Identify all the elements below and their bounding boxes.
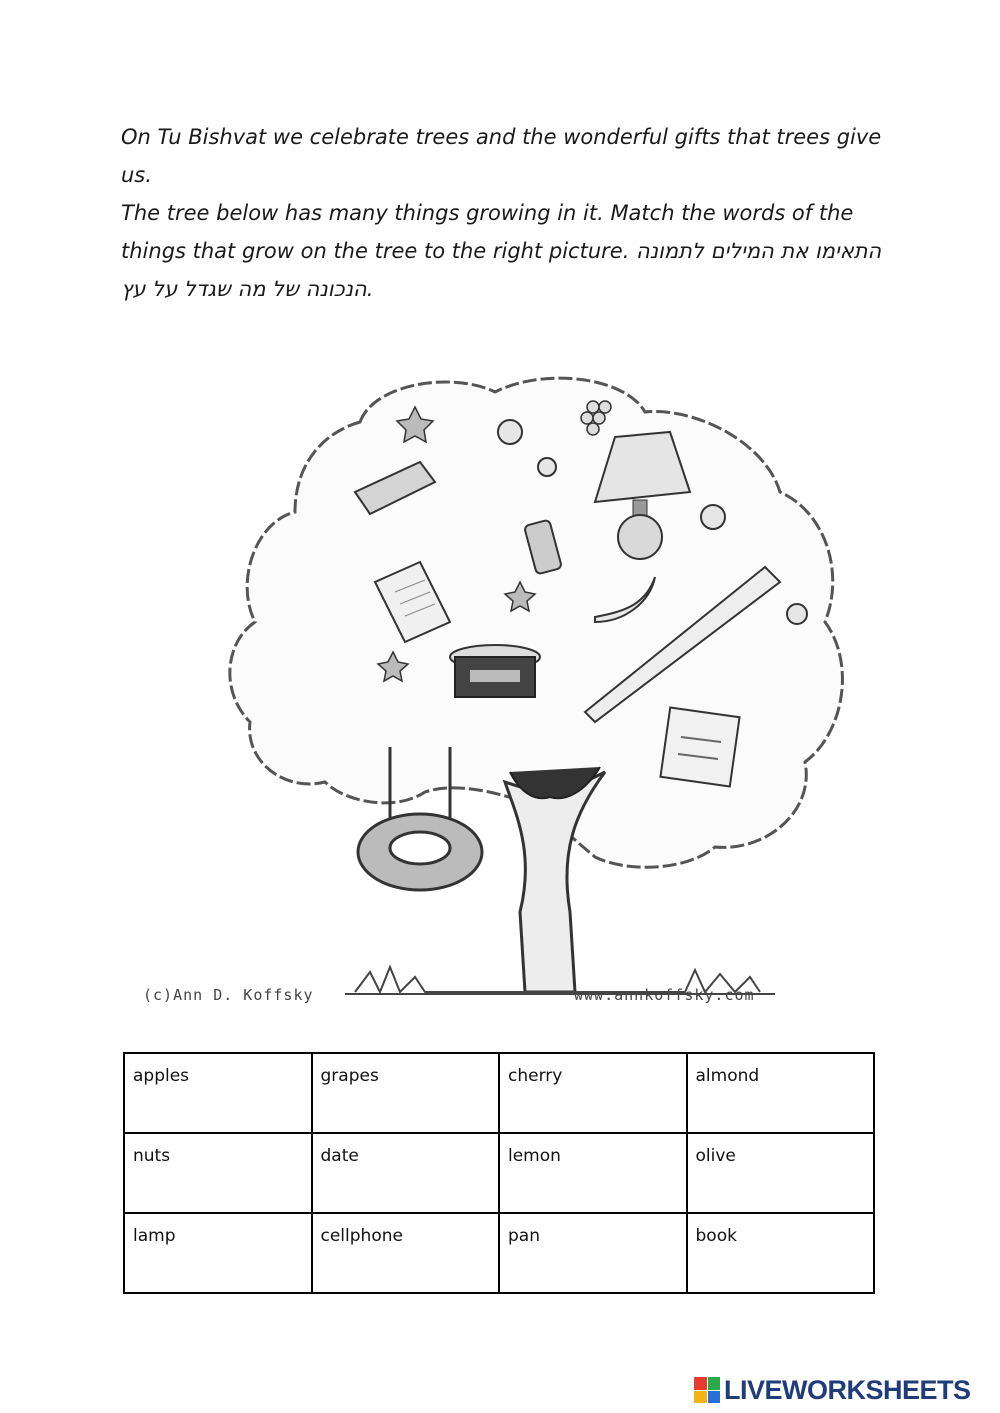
logo-square <box>708 1391 721 1404</box>
tree-icon <box>125 352 865 1020</box>
word-table <box>123 1052 875 1294</box>
word-cell[interactable]: pan <box>499 1213 687 1293</box>
word-cell[interactable]: apples <box>124 1053 312 1133</box>
book-icon <box>660 707 739 786</box>
liveworksheets-wordmark: LIVEWORKSHEETS <box>724 1374 971 1405</box>
word-cell[interactable]: olive <box>687 1133 875 1213</box>
word-cell[interactable]: grapes <box>312 1053 500 1133</box>
instructions-intro: On Tu Bishvat we celebrate trees and the wonderful gifts that trees give us. <box>121 125 882 187</box>
table-row <box>124 1133 874 1213</box>
word-cell[interactable]: cherry <box>499 1053 687 1133</box>
instructions <box>121 118 891 308</box>
word-cell[interactable]: almond <box>687 1053 875 1133</box>
word-cell[interactable]: lemon <box>499 1133 687 1213</box>
tree-illustration <box>125 352 865 1020</box>
instructions-task: The tree below has many things growing in it. Match the words of the things that grow on the tree to the right picture. התאימו את המילים לתמונה הנכונה של מה שגדל על עץ. <box>121 201 882 301</box>
word-cell[interactable]: book <box>687 1213 875 1293</box>
logo-square <box>694 1377 707 1390</box>
illustration-website: www.annkoffsky.com <box>574 986 755 1004</box>
liveworksheets-brand[interactable] <box>694 1374 971 1406</box>
logo-square <box>694 1391 707 1404</box>
word-cell[interactable]: lamp <box>124 1213 312 1293</box>
word-cell[interactable]: cellphone <box>312 1213 500 1293</box>
word-cell[interactable]: nuts <box>124 1133 312 1213</box>
table-row <box>124 1213 874 1293</box>
table-row <box>124 1053 874 1133</box>
pot-icon <box>450 645 540 697</box>
word-cell[interactable]: date <box>312 1133 500 1213</box>
logo-square <box>708 1377 721 1390</box>
liveworksheets-logo-icon <box>694 1377 720 1403</box>
illustration-credit: (c)Ann D. Koffsky <box>143 986 314 1004</box>
